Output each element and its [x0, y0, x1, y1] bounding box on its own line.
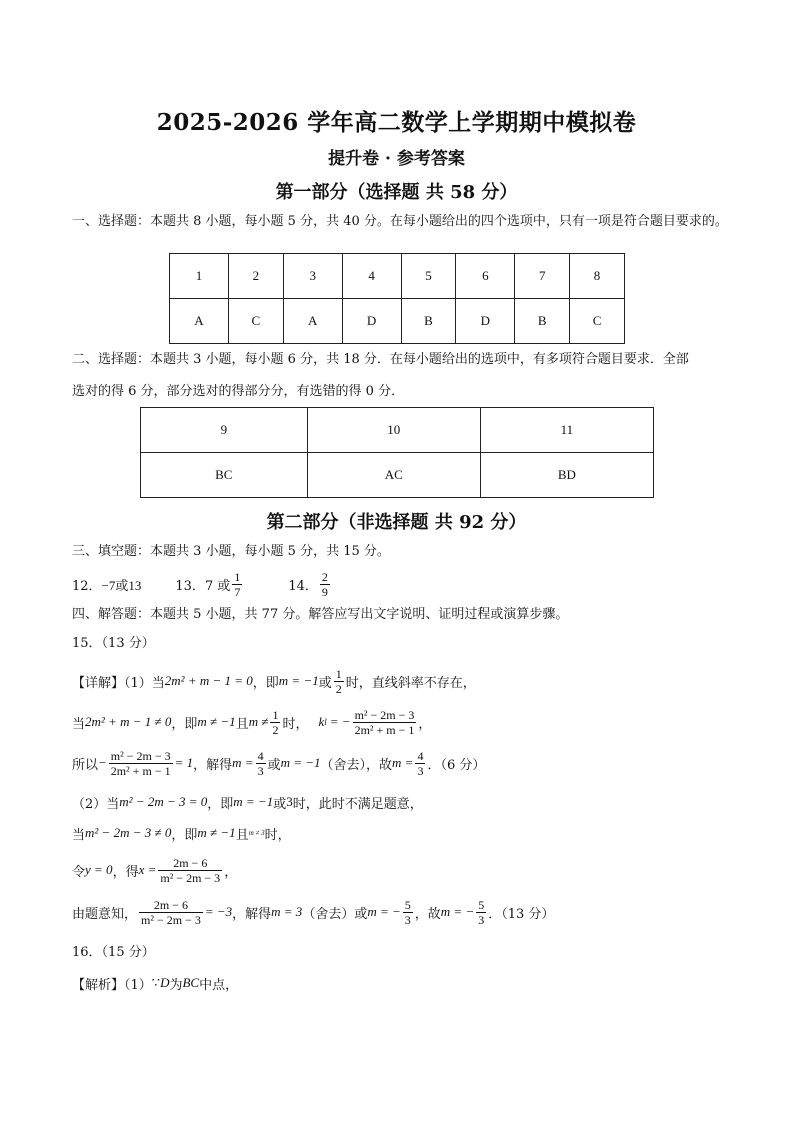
- text-span: 所以: [72, 757, 99, 773]
- fraction-denominator: 2m² + m − 1: [354, 722, 415, 737]
- answer-table-2-answers-row: [141, 453, 654, 498]
- math-expression: = −3: [204, 904, 233, 919]
- table-cell: 2: [228, 254, 283, 299]
- table-cell: 8: [570, 254, 625, 299]
- fraction-denominator: m² − 2m − 3: [160, 870, 221, 885]
- q13-fraction-numerator: 1: [234, 569, 241, 584]
- math-expression: x =: [138, 862, 157, 877]
- fraction: [403, 898, 413, 927]
- math-expression: 3: [286, 794, 293, 809]
- q13-number: 13．: [175, 578, 205, 594]
- fraction: [139, 898, 203, 927]
- text-span: （舍去），故: [320, 757, 393, 773]
- page-title: 2025-2026 学年高二数学上学期期中模拟卷: [156, 109, 637, 136]
- q16-line-1: [72, 972, 238, 994]
- table-cell: A: [170, 299, 229, 344]
- math-expression: = −: [329, 714, 351, 729]
- section2-instructions-line1: 二、选择题：本题共 3 小题，每小题 6 分，共 18 分．在每小题给出的选项中，有多项符合题目要求．全部: [72, 352, 689, 367]
- text-span: 由题意知，: [72, 906, 138, 922]
- text-span: 时，: [282, 716, 309, 732]
- text-span: ．（13 分）: [488, 906, 555, 922]
- fraction: [256, 749, 266, 778]
- table-cell: B: [401, 299, 456, 344]
- fraction-numerator: 2m − 6: [139, 898, 203, 913]
- fraction-denominator: 3: [404, 912, 411, 927]
- fraction-numerator: 5: [404, 897, 411, 912]
- math-expression: 2m² + m − 1 = 0: [164, 673, 253, 688]
- page-subtitle: 提升卷 · 参考答案: [328, 149, 465, 169]
- fraction-numerator: 5: [478, 897, 485, 912]
- fraction: [334, 667, 344, 696]
- math-expression: m ≠ −1: [197, 714, 236, 729]
- math-expression: y = 0: [85, 862, 113, 877]
- q12-answer: −7或13: [101, 577, 142, 593]
- math-expression: D: [160, 975, 170, 990]
- math-expression: m = 3: [271, 904, 303, 919]
- math-expression: m ≠: [248, 714, 269, 729]
- math-expression: m² − 2m − 3 ≠ 0: [85, 825, 172, 840]
- q13-answer-prefix: 7 或: [204, 578, 231, 594]
- text-span: ，解得: [193, 757, 233, 773]
- fraction: [270, 708, 280, 737]
- q15-line-6: [72, 852, 237, 888]
- answer-table-1: [169, 253, 625, 344]
- table-cell: 11: [480, 408, 653, 453]
- table-cell: 10: [307, 408, 480, 453]
- q14-fraction: [320, 570, 330, 599]
- fraction-denominator: 3: [257, 763, 264, 778]
- text-span: 中点，: [199, 977, 239, 993]
- text-span: ，即: [171, 716, 198, 732]
- fraction-numerator: m² − 2m − 3: [354, 707, 415, 722]
- text-span: ，故: [414, 906, 441, 922]
- part1-heading: 第一部分（选择题 共 58 分）: [275, 182, 518, 203]
- q15-line-7: [72, 894, 554, 930]
- math-expression: m = −1: [233, 794, 274, 809]
- fraction-denominator: 2m² + m − 1: [110, 763, 171, 778]
- math-expression: m ≠ −1: [197, 825, 236, 840]
- math-expression: m = −: [440, 904, 475, 919]
- fraction-denominator: 3: [478, 912, 485, 927]
- q12-number: 12．: [72, 578, 102, 594]
- math-expression: −: [98, 755, 107, 770]
- table-cell: 6: [456, 254, 515, 299]
- table-cell: B: [515, 299, 570, 344]
- text-span: （舍去）或: [302, 906, 368, 922]
- table-cell: C: [570, 299, 625, 344]
- fraction: [476, 898, 486, 927]
- table-cell: 3: [283, 254, 342, 299]
- text-span: 【解析】（1）: [72, 977, 152, 993]
- text-span: 或: [318, 675, 332, 691]
- text-span: ，得: [112, 864, 139, 880]
- text-span: ，即: [252, 675, 279, 691]
- section3-instructions: 三、填空题：本题共 3 小题，每小题 5 分，共 15 分。: [72, 544, 390, 559]
- text-span: 令: [72, 864, 86, 880]
- math-expression: m = −1: [280, 755, 321, 770]
- q14-fraction-denominator: 9: [321, 584, 328, 599]
- math-expression: m ≠ 3: [248, 829, 265, 837]
- text-span: ，: [418, 716, 432, 732]
- q14-number: 14．: [288, 578, 318, 594]
- q15-line-5: [72, 822, 291, 844]
- text-span: ，解得: [232, 906, 272, 922]
- text-span: 当: [72, 716, 86, 732]
- table-cell: 5: [401, 254, 456, 299]
- table-cell: 9: [141, 408, 308, 453]
- text-span: 或: [273, 796, 287, 812]
- text-span: 时，此时不满足题意，: [292, 796, 423, 812]
- text-span: 【详解】（1）当: [72, 675, 165, 691]
- fraction-numerator: 2m − 6: [158, 856, 222, 871]
- answer-table-2-numbers-row: [141, 408, 654, 453]
- math-expression: k: [318, 714, 325, 729]
- fraction-numerator: 4: [257, 748, 264, 763]
- fraction-numerator: 4: [417, 748, 424, 763]
- section4-instructions: 四、解答题：本题共 5 小题，共 77 分。解答应写出文字说明、证明过程或演算步骤。: [72, 607, 569, 622]
- table-cell: 7: [515, 254, 570, 299]
- math-expression: BC: [182, 975, 200, 990]
- table-cell: C: [228, 299, 283, 344]
- fraction-numerator: 1: [272, 707, 279, 722]
- fraction-denominator: 3: [417, 763, 424, 778]
- text-span: 当: [72, 827, 86, 843]
- fraction: [415, 749, 425, 778]
- math-expression: m = −1: [278, 673, 319, 688]
- table-cell: D: [456, 299, 515, 344]
- section2-instructions-line2: 选对的得 6 分，部分选对的得部分分，有选错的得 0 分．: [72, 384, 405, 399]
- q15-line-3: [72, 745, 485, 781]
- answer-table-1-numbers-row: [170, 254, 625, 299]
- math-expression: m = −: [367, 904, 401, 919]
- table-cell: BD: [480, 453, 653, 498]
- text-span: 且: [235, 827, 249, 843]
- text-span: 或: [267, 757, 281, 773]
- fraction-denominator: 2: [272, 722, 279, 737]
- q15-line-1: [72, 667, 476, 695]
- math-expression: m² − 2m − 3 = 0: [119, 794, 208, 809]
- text-span: 时，直线斜率不存在，: [345, 675, 476, 691]
- text-span: 且: [235, 716, 249, 732]
- fraction: [353, 708, 417, 737]
- q14-fraction-numerator: 2: [321, 569, 328, 584]
- math-expression: = 1: [174, 755, 194, 770]
- math-expression: 2m² + m − 1 ≠ 0: [85, 714, 172, 729]
- text-span: ，即: [207, 796, 234, 812]
- text-span: ，即: [171, 827, 198, 843]
- q15-line-2: [72, 704, 431, 740]
- fraction-numerator: 1: [335, 666, 342, 681]
- subscript: l: [324, 717, 327, 727]
- q16-label: 16．（15 分）: [72, 945, 155, 960]
- fraction: [109, 749, 173, 778]
- because-symbol: ∵: [151, 975, 161, 991]
- text-span: ，: [224, 864, 238, 880]
- text-span: 为: [169, 977, 183, 993]
- answer-table-1-answers-row: [170, 299, 625, 344]
- table-cell: 1: [170, 254, 229, 299]
- q13-fraction-denominator: 7: [234, 584, 241, 599]
- table-cell: A: [283, 299, 342, 344]
- fraction-denominator: 2: [335, 681, 342, 696]
- fraction-numerator: m² − 2m − 3: [110, 748, 171, 763]
- table-cell: D: [342, 299, 401, 344]
- table-cell: BC: [141, 453, 308, 498]
- table-cell: 4: [342, 254, 401, 299]
- math-expression: m =: [392, 755, 414, 770]
- text-span: 时，: [264, 827, 291, 843]
- answer-table-2: [140, 407, 654, 498]
- q13-fraction: [232, 570, 242, 599]
- table-cell: AC: [307, 453, 480, 498]
- part2-heading: 第二部分（非选择题 共 92 分）: [266, 512, 527, 533]
- text-span: ．（6 分）: [427, 757, 486, 773]
- fraction-denominator: m² − 2m − 3: [141, 912, 201, 927]
- fill-answers: [72, 568, 332, 600]
- section1-instructions: 一、选择题：本题共 8 小题，每小题 5 分，共 40 分。在每小题给出的四个选项中，只有一项是符合题目要求的。: [72, 214, 728, 229]
- fraction: [158, 856, 222, 885]
- q15-label: 15．（13 分）: [72, 636, 155, 651]
- text-span: （2）当: [72, 796, 120, 812]
- q15-line-4: [72, 791, 423, 813]
- math-expression: m =: [232, 755, 254, 770]
